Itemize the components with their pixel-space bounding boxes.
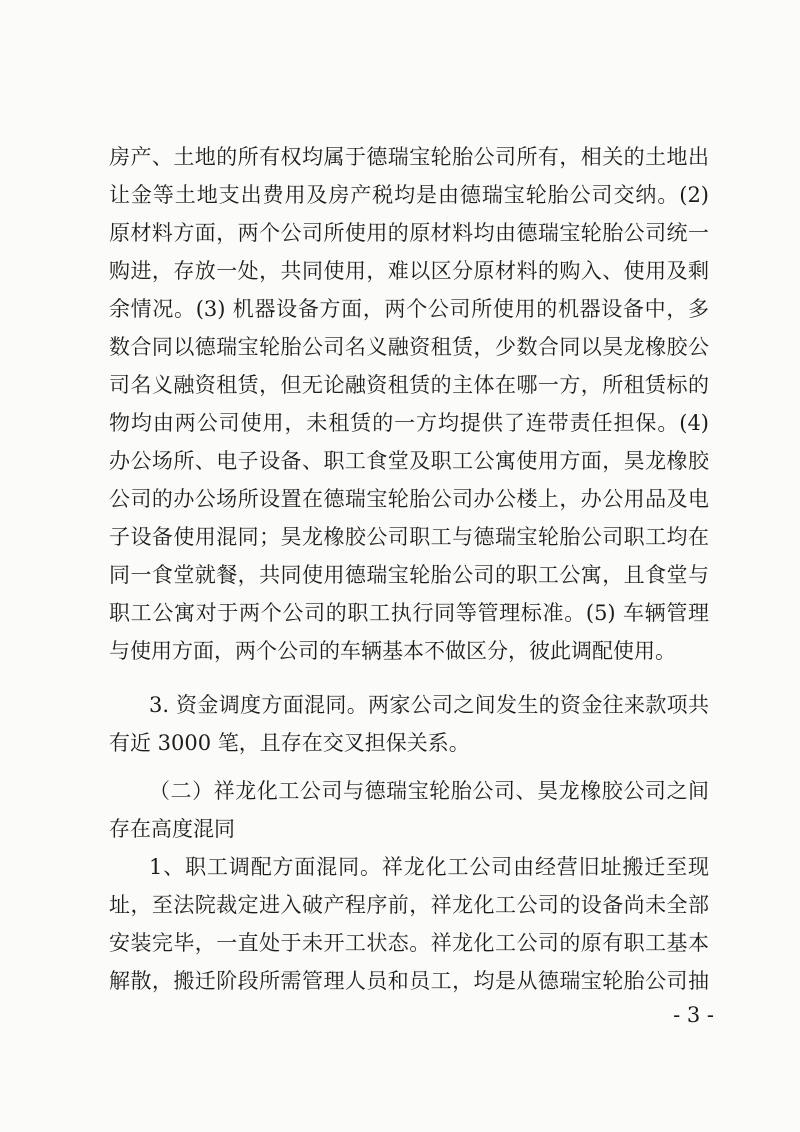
text-line: 原材料方面，两个公司所使用的原材料均由德瑞宝轮胎公司统一 bbox=[109, 221, 709, 245]
section-heading-line: （二）祥龙化工公司与德瑞宝轮胎公司、昊龙橡胶公司之间 bbox=[149, 779, 709, 803]
text-line: 让金等土地支出费用及房产税均是由德瑞宝轮胎公司交纳。(2) bbox=[109, 183, 709, 207]
section-heading-line: 存在高度混同 bbox=[109, 817, 235, 841]
text-line: 办公场所、电子设备、职工食堂及职工公寓使用方面，昊龙橡胶 bbox=[109, 449, 709, 473]
text-line: 同一食堂就餐，共同使用德瑞宝轮胎公司的职工公寓，且食堂与 bbox=[109, 563, 709, 587]
text-line: 与使用方面，两个公司的车辆基本不做区分，彼此调配使用。 bbox=[109, 639, 676, 663]
text-line: 解散，搬迁阶段所需管理人员和员工，均是从德瑞宝轮胎公司抽 bbox=[109, 969, 709, 993]
text-line: 1、职工调配方面混同。祥龙化工公司由经营旧址搬迁至现 bbox=[149, 855, 709, 879]
text-line: 址，至法院裁定进入破产程序前，祥龙化工公司的设备尚未全部 bbox=[109, 893, 709, 917]
text-line: 司名义融资租赁，但无论融资租赁的主体在哪一方，所租赁标的 bbox=[109, 373, 709, 397]
text-line: 子设备使用混同；昊龙橡胶公司职工与德瑞宝轮胎公司职工均在 bbox=[109, 525, 709, 549]
text-line: 公司的办公场所设置在德瑞宝轮胎公司办公楼上，办公用品及电 bbox=[109, 487, 709, 511]
text-line: 余情况。(3) 机器设备方面，两个公司所使用的机器设备中，多 bbox=[109, 297, 709, 321]
page-number: - 3 - bbox=[673, 1003, 714, 1027]
text-line: 房产、土地的所有权均属于德瑞宝轮胎公司所有，相关的土地出 bbox=[109, 145, 709, 169]
text-line: 有近 3000 笔，且存在交叉担保关系。 bbox=[109, 731, 470, 755]
text-line: 3. 资金调度方面混同。两家公司之间发生的资金往来款项共 bbox=[149, 693, 709, 717]
text-line: 购进，存放一处，共同使用，难以区分原材料的购入、使用及剩 bbox=[109, 259, 709, 283]
text-line: 安装完毕，一直处于未开工状态。祥龙化工公司的原有职工基本 bbox=[109, 931, 709, 955]
text-line: 物均由两公司使用，未租赁的一方均提供了连带责任担保。(4) bbox=[109, 411, 709, 435]
text-line: 职工公寓对于两个公司的职工执行同等管理标准。(5) 车辆管理 bbox=[109, 601, 709, 625]
text-line: 数合同以德瑞宝轮胎公司名义融资租赁，少数合同以昊龙橡胶公 bbox=[109, 335, 709, 359]
